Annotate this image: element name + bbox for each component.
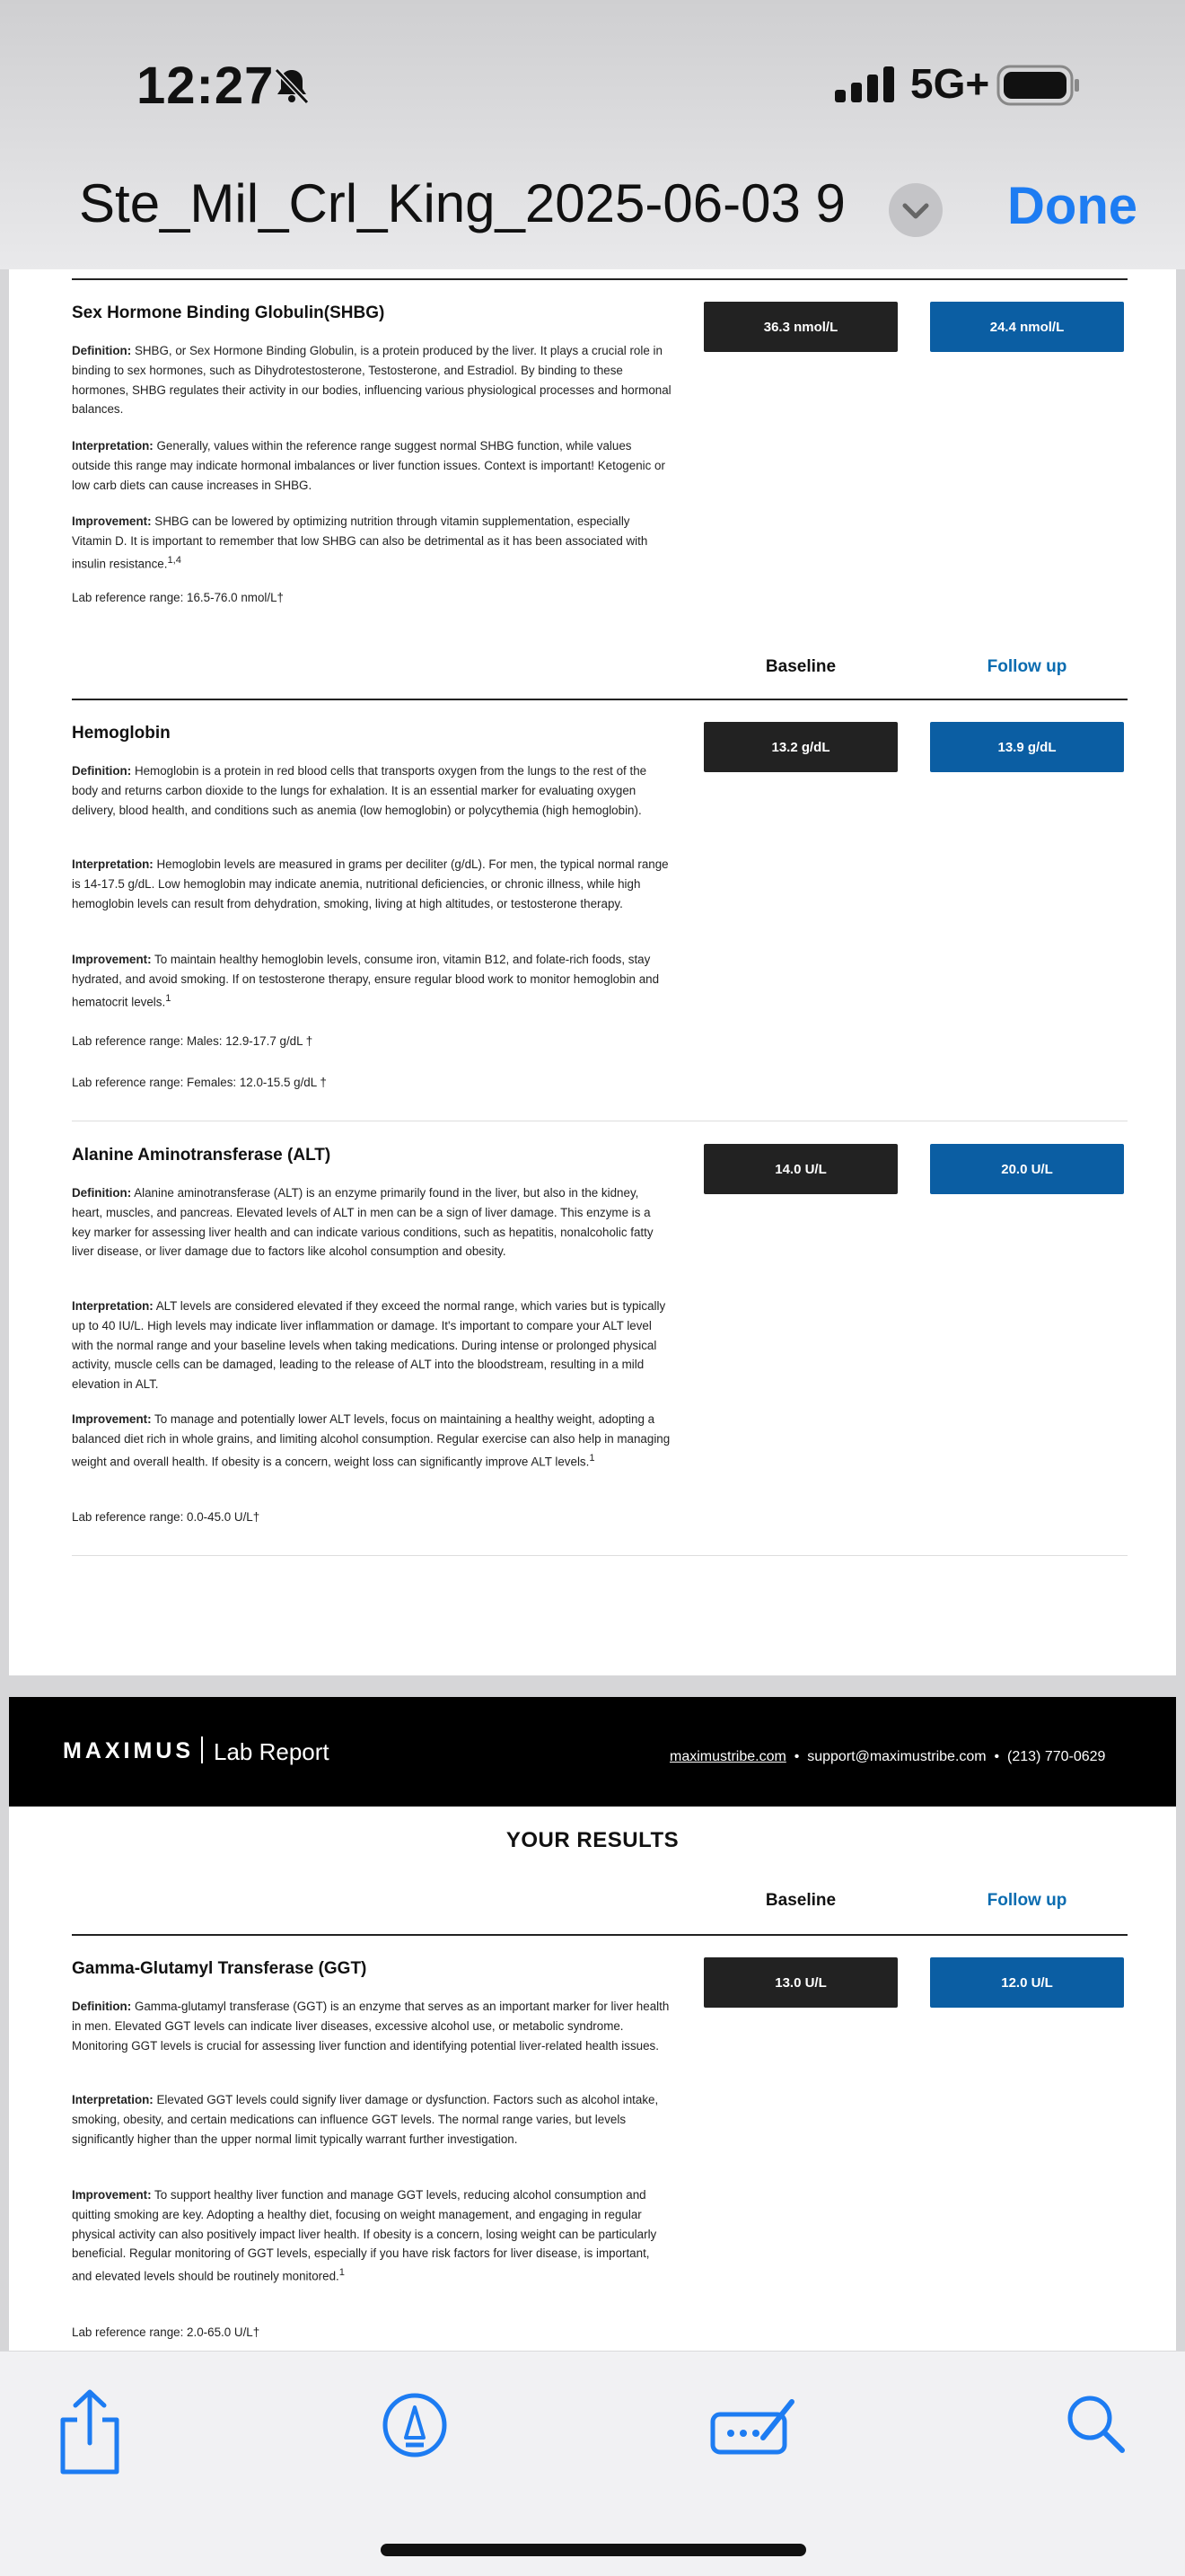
search-button[interactable] — [1065, 2393, 1128, 2460]
markup-button[interactable] — [381, 2391, 449, 2464]
reference-range-hemoglobin-male: Lab reference range: Males: 12.9-17.7 g/dL † — [72, 1034, 313, 1048]
document-title: Ste_Mil_Crl_King_2025-06-03 9 — [79, 173, 846, 233]
followup-value-ggt: 12.0 U/L — [930, 1957, 1124, 2008]
followup-value-alt: 20.0 U/L — [930, 1144, 1124, 1194]
contact-info: maximustribe.com • support@maximustribe.com • (213) 770-0629 — [670, 1749, 1106, 1764]
markup-pen-icon — [381, 2448, 449, 2463]
reference-range-alt: Lab reference range: 0.0-45.0 U/L† — [72, 1510, 260, 1524]
search-icon — [1065, 2444, 1128, 2459]
column-header-baseline: Baseline — [765, 657, 837, 676]
definition-hemoglobin: Definition: Hemoglobin is a protein in red blood cells that transports oxygen from the lungs to the rest of the body and returns carbon dioxide to the lungs for exhalation. It is an essential marker for evaluating oxygen delivery, blood health, and conditions such as anemia (low hemoglobin) or polycythemia (high hemoglobin). — [72, 764, 647, 817]
top-bar — [0, 0, 1185, 269]
divider — [72, 1934, 1128, 1936]
share-icon — [54, 2466, 126, 2481]
battery-icon — [996, 65, 1081, 110]
title-menu-button[interactable] — [889, 183, 943, 237]
interpretation-ggt: Interpretation: Elevated GGT levels could signify liver damage or dysfunction. Factors such as alcohol intake, smoking, obesity, and certain medications can influence GGT levels. The normal range varies, but levels significantly higher than the upper normal limit typically warrant further investigation. — [72, 2093, 659, 2146]
followup-value-shbg: 24.4 nmol/L — [930, 302, 1124, 352]
divider — [72, 278, 1128, 280]
marker-title-hemoglobin: Hemoglobin — [72, 724, 171, 743]
divider — [72, 699, 1128, 700]
bottom-toolbar — [0, 2351, 1185, 2576]
reference-range-hemoglobin-female: Lab reference range: Females: 12.0-15.5 g/dL † — [72, 1076, 327, 1089]
baseline-value-ggt: 13.0 U/L — [704, 1957, 898, 2008]
followup-value-hemoglobin: 13.9 g/dL — [930, 722, 1124, 772]
column-header-follow-up: Follow up — [987, 1891, 1067, 1910]
done-button[interactable]: Done — [1007, 177, 1137, 235]
improvement-alt: Improvement: To manage and potentially lower ALT levels, focus on maintaining a healthy weight, adopting a balanced diet rich in whole grains, and limiting alcohol consumption. Regular exercise can also help in managing weight and overall health. If obesity is a concern, weight loss can significantly improve ALT levels.$^1$ — [72, 1412, 671, 1469]
baseline-value-hemoglobin: 13.2 g/dL — [704, 722, 898, 772]
website-link[interactable]: maximustribe.com — [670, 1749, 786, 1764]
chevron-down-icon — [889, 225, 943, 241]
interpretation-hemoglobin: Interpretation: Hemoglobin levels are measured in grams per deciliter (g/dL). For men, the typical normal range is 14-17.5 g/dL. Low hemoglobin may indicate anemia, nutritional deficiencies, or chronic illness, while high hemoglobin levels can result from dehydration, smoking, living at high altitudes, or testosterone therapy. — [72, 857, 669, 910]
improvement-hemoglobin: Improvement: To maintain healthy hemoglobin levels, consume iron, vitamin B12, and folate-rich foods, stay hydrated, and avoid smoking. If on testosterone therapy, ensure regular blood work to monitor hemoglobin and hematocrit levels.$^1$ — [72, 953, 660, 1009]
signal-icon — [835, 66, 898, 107]
report-header — [9, 1697, 1176, 1807]
home-indicator — [381, 2544, 806, 2556]
bell-muted-icon — [271, 65, 312, 110]
network-label: 5G+ — [910, 60, 990, 107]
brand-subtitle: Lab Report — [214, 1738, 329, 1765]
improvement-ggt: Improvement: To support healthy liver function and manage GGT levels, reducing alcohol consumption and quitting smoking are key. Adopting a healthy diet, focusing on weight management, and engaging in regular physical activity can also positively impact liver health. If obesity is a concern, losing weight can be particularly beneficial. Regular monitoring of GGT levels, especially if you have risk factors for liver disease, is important, and elevated levels should be routinely monitored.$^1$ — [72, 2188, 657, 2283]
interpretation-alt: Interpretation: ALT levels are considered elevated if they exceed the normal range, which varies but is typically up to 40 IU/L. High levels may indicate liver inflammation or damage. It's important to compare your ALT level with the normal range and your baseline levels when taking medications. During intense or prolonged physical activity, muscle cells can be damaged, leading to the release of ALT into the bloodstream, resulting in a mild elevation in ALT. — [72, 1299, 666, 1392]
results-title: YOUR RESULTS — [505, 1828, 680, 1852]
share-button[interactable] — [54, 2387, 126, 2482]
reference-range-shbg: Lab reference range: 16.5-76.0 nmol/L† — [72, 591, 284, 604]
definition-alt: Definition: Alanine aminotransferase (ALT) is an enzyme primarily found in the liver, but also in the kidney, heart, muscles, and pancreas. Elevated levels of ALT in men can be a sign of liver damage. This enzyme is a key marker for assessing liver health and can indicate various conditions, such as hepatitis, nonalcoholic fatty liver disease, or liver damage due to factors like alcohol consumption and obesity. — [72, 1186, 654, 1259]
baseline-value-shbg: 36.3 nmol/L — [704, 302, 898, 352]
form-fill-button[interactable] — [709, 2396, 799, 2464]
brand-separator — [201, 1736, 203, 1763]
divider — [72, 1555, 1128, 1556]
column-header-baseline: Baseline — [765, 1891, 837, 1910]
definition-shbg: Definition: SHBG, or Sex Hormone Binding Globulin, is a protein produced by the liver. It plays a crucial role in binding to sex hormones, such as Dihydrotestosterone, Testosterone, and Estradiol. By binding to these hormones, SHBG regulates their activity in our bodies, influencing various physiological processes and hormonal balances. — [72, 344, 672, 417]
marker-title-alt: Alanine Aminotransferase (ALT) — [72, 1146, 331, 1165]
support-email[interactable]: support@maximustribe.com — [807, 1749, 987, 1764]
interpretation-shbg: Interpretation: Generally, values within the reference range suggest normal SHBG function, while values outside this range may indicate hormonal imbalances or liver function issues. Context is important! Ketogenic or low carb diets can cause increases in SHBG. — [72, 439, 665, 492]
document-page — [9, 269, 1176, 1675]
reference-range-ggt: Lab reference range: 2.0-65.0 U/L† — [72, 2325, 260, 2339]
brand-logo: MAXIMUS — [63, 1738, 195, 1763]
column-header-follow-up: Follow up — [987, 657, 1067, 676]
document-page — [9, 1697, 1176, 2352]
phone-number[interactable]: (213) 770-0629 — [1007, 1749, 1106, 1764]
status-time: 12:27 — [136, 57, 275, 115]
improvement-shbg: Improvement: SHBG can be lowered by optimizing nutrition through vitamin supplementation, especially Vitamin D. It is important to remember that low SHBG can also be detrimental as it has been associated with insulin resistance.$^{1,4}$ — [72, 514, 648, 571]
definition-ggt: Definition: Gamma-glutamyl transferase (GGT) is an enzyme that serves as an important marker for liver health in men. Elevated GGT levels can indicate liver diseases, excessive alcohol use, or metabolic syndrome. Monitoring GGT levels is crucial for assessing liver function and identifying potential liver-related health issues. — [72, 2000, 670, 2053]
marker-title-ggt: Gamma-Glutamyl Transferase (GGT) — [72, 1959, 367, 1978]
baseline-value-alt: 14.0 U/L — [704, 1144, 898, 1194]
form-fill-icon — [709, 2448, 799, 2463]
marker-title-shbg: Sex Hormone Binding Globulin(SHBG) — [72, 303, 385, 322]
